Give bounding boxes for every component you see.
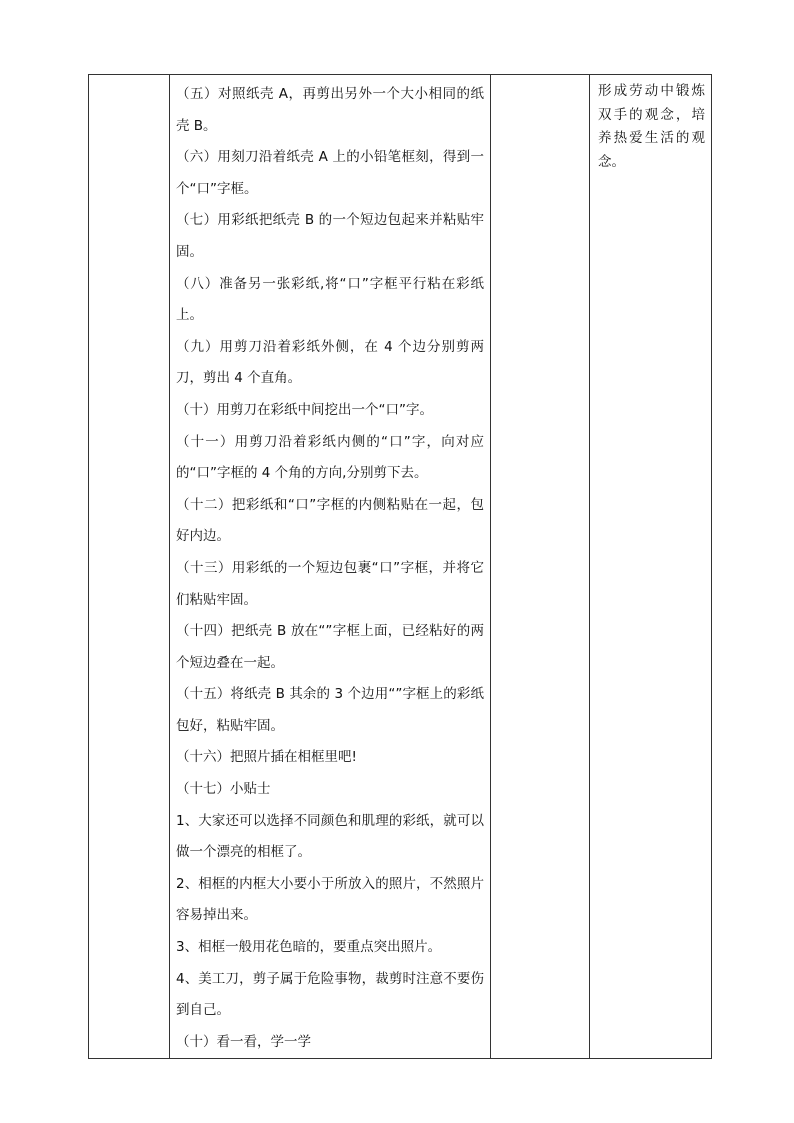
step-paragraph: （十二）把彩纸和“口”字框的内侧粘贴在一起，包好内边。 [176,496,484,545]
step-paragraph: （十）用剪刀在彩纸中间挖出一个“口”字。 [176,401,433,418]
step-paragraph: （十）看一看，学一学 [176,1033,311,1050]
teaching-steps-cell [170,75,491,1059]
step-paragraph: （十三）用彩纸的一个短边包裹“口”字框，并将它们粘贴牢固。 [176,559,484,608]
blank-column-cell [89,75,170,1059]
step-paragraph: （九）用剪刀沿着彩纸外侧，在 4 个边分别剪两刀，剪出 4 个直角。 [176,338,484,387]
step-paragraph: （十七）小贴士 [176,781,271,798]
blank-column-cell [491,75,590,1059]
tip-paragraph: 2、相框的内框大小要小于所放入的照片，不然照片容易掉出来。 [176,875,484,924]
design-intent-text: 形成劳动中锻炼双手的观念，培养热爱生活的观念。 [598,83,705,170]
steps-list [170,75,490,1058]
step-paragraph: （五）对照纸壳 A，再剪出另外一个大小相同的纸壳 B。 [176,86,484,134]
tip-paragraph: 1、大家还可以选择不同颜色和肌理的彩纸，就可以做一个漂亮的相框了。 [176,812,484,861]
step-paragraph: （十四）把纸壳 B 放在“”字框上面，已经粘好的两个短边叠在一起。 [176,623,484,671]
step-paragraph: （八）准备另一张彩纸,将“口”字框平行粘在彩纸上。 [176,275,484,324]
step-paragraph: （十五）将纸壳 B 其余的 3 个边用“”字框上的彩纸包好，粘贴牢固。 [176,686,484,734]
step-paragraph: （七）用彩纸把纸壳 B 的一个短边包起来并粘贴牢固。 [176,212,484,260]
lesson-plan-table [88,74,712,1059]
tip-paragraph: 4、美工刀，剪子属于危险事物，裁剪时注意不要伤到自己。 [176,970,484,1019]
step-paragraph: （十六）把照片插在相框里吧! [176,749,357,766]
design-intent-cell [590,75,712,1059]
tip-paragraph: 3、相框一般用花色暗的，要重点突出照片。 [176,939,442,956]
table-row [89,75,712,1059]
step-paragraph: （六）用刻刀沿着纸壳 A 上的小铅笔框刻，得到一个“口”字框。 [176,149,484,197]
step-paragraph: （十一）用剪刀沿着彩纸内侧的“口”字，向对应的“口”字框的 4 个角的方向,分别剪下去。 [176,433,484,482]
